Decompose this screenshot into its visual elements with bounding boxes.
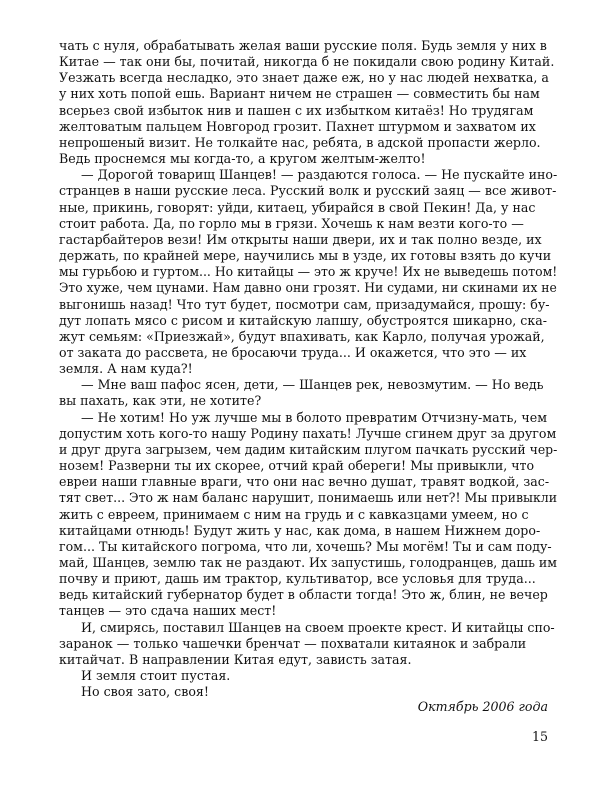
date-signature: Октябрь 2006 года	[417, 699, 548, 714]
poem-body-text	[59, 38, 557, 700]
text-line: почву и приют, дашь им трактор, культиватор, все условья для труда...	[59, 571, 536, 587]
text-line: непрошеный визит. Не толкайте нас, ребята, в адской пропасти жерло.	[59, 134, 541, 150]
text-line: Ведь проснемся мы когда-то, а кругом желтым-желто!	[59, 151, 426, 167]
text-line: от заката до рассвета, не бросаючи труда... И окажется, что это — их	[59, 344, 527, 360]
text-line: гом... Ты китайского погрома, что ли, хочешь? Мы могём! Ты и сам поду-	[59, 538, 552, 554]
text-line: желтоватым пальцем Новгород грозит. Пахнет штурмом и захватом их	[59, 118, 536, 134]
text-line: евреи наши главные враги, что они нас вечно душат, травят водкой, зас-	[59, 474, 550, 490]
page-number: 15	[531, 729, 548, 744]
text-line: Китае — так они бы, почитай, никогда б не покидали свою родину Китай.	[59, 54, 555, 70]
text-line: выгонишь назад! Что тут будет, посмотри сам, призадумайся, прошу: бу-	[59, 296, 550, 312]
text-line: И земля стоит пустая.	[81, 668, 231, 684]
text-line: танцев — это сдача наших мест!	[59, 603, 277, 619]
text-line: И, смирясь, поставил Шанцев на своем проекте крест. И китайцы спо-	[81, 619, 555, 635]
text-line: гастарбайтеров вези! Им открыты наши двери, их и так полно везде, их	[59, 231, 542, 247]
text-line: Уезжать всегда несладко, это знает даже еж, но у нас людей нехватка, а	[59, 70, 549, 86]
text-line: мы гурьбою и гуртом... Но китайцы — это ж круче! Их не выведешь потом!	[59, 264, 558, 280]
text-line: — Дорогой товарищ Шанцев! — раздаются голоса. — Не пускайте ино-	[81, 167, 558, 183]
text-line: тят свет... Это ж нам баланс нарушит, понимаешь или нет?! Мы привыкли	[59, 490, 558, 506]
text-line: май, Шанцев, землю так не раздают. Их запустишь, голодранцев, дашь им	[59, 555, 557, 570]
text-line: у них хоть попой ешь. Вариант ничем не страшен — совместить бы нам	[59, 86, 540, 102]
text-line: странцев в наши русские леса. Русский волк и русский заяц — все живот-	[59, 183, 557, 199]
text-line: и друг друга загрызем, чем дадим китайским плугом пачкать русский чер-	[59, 441, 558, 457]
text-line: китайцами отнюдь! Будут жить у нас, как дома, в нашем Нижнем доро-	[59, 522, 541, 538]
text-line: допустим хоть кого-то нашу Родину пахать! Лучше сгинем друг за другом	[59, 425, 557, 441]
text-line: нозем! Разверни ты их скорее, отчий край обереги! Мы привыкли, что	[59, 458, 535, 474]
text-line: жить с евреем, принимаем с ним на грудь и с кавказцами умеем, но с	[59, 506, 529, 522]
text-line: всерьез свой избыток нив и пашен с их избытком китаёз! Но трудягам	[59, 102, 534, 118]
text-line: держать, по крайней мере, научились мы в узде, их готовы взять до кучи	[59, 248, 552, 264]
text-line: Но своя зато, своя!	[81, 684, 209, 700]
text-line: чать с нуля, обрабатывать желая ваши русские поля. Будь земля у них в	[59, 38, 547, 53]
text-line: ные, прикинь, говорят: уйди, китаец, убирайся в свой Пекин! Да, у нас	[59, 199, 536, 215]
text-line: — Не хотим! Но уж лучше мы в болото превратим Отчизну-мать, чем	[81, 409, 547, 425]
text-line: китайчат. В направлении Китая едут, зависть затая.	[59, 651, 412, 667]
text-line: вы пахать, как эти, не хотите?	[59, 393, 262, 409]
text-line: стоит работа. Да, по горло мы в грязи. Хочешь к нам везти кого-то —	[59, 215, 524, 231]
text-line: ведь китайский губернатор будет в области тогда! Это ж, блин, не вечер	[59, 587, 548, 603]
text-line: заранок — только чашечки бренчат — похватали китаянок и забрали	[59, 635, 527, 651]
text-line: земля. А нам куда?!	[59, 361, 193, 377]
text-line: дут лопать мясо с рисом и китайскую лапшу, обустроятся шикарно, ска-	[59, 312, 547, 328]
text-line: — Мне ваш пафос ясен, дети, — Шанцев рек, невозмутим. — Но ведь	[81, 377, 544, 393]
text-line: жут семьям: «Приезжай», будут впахивать, как Карло, получая урожай,	[59, 328, 545, 344]
text-line: Это хуже, чем цунами. Нам давно они грозят. Ни судами, ни скинами их не	[59, 280, 557, 296]
